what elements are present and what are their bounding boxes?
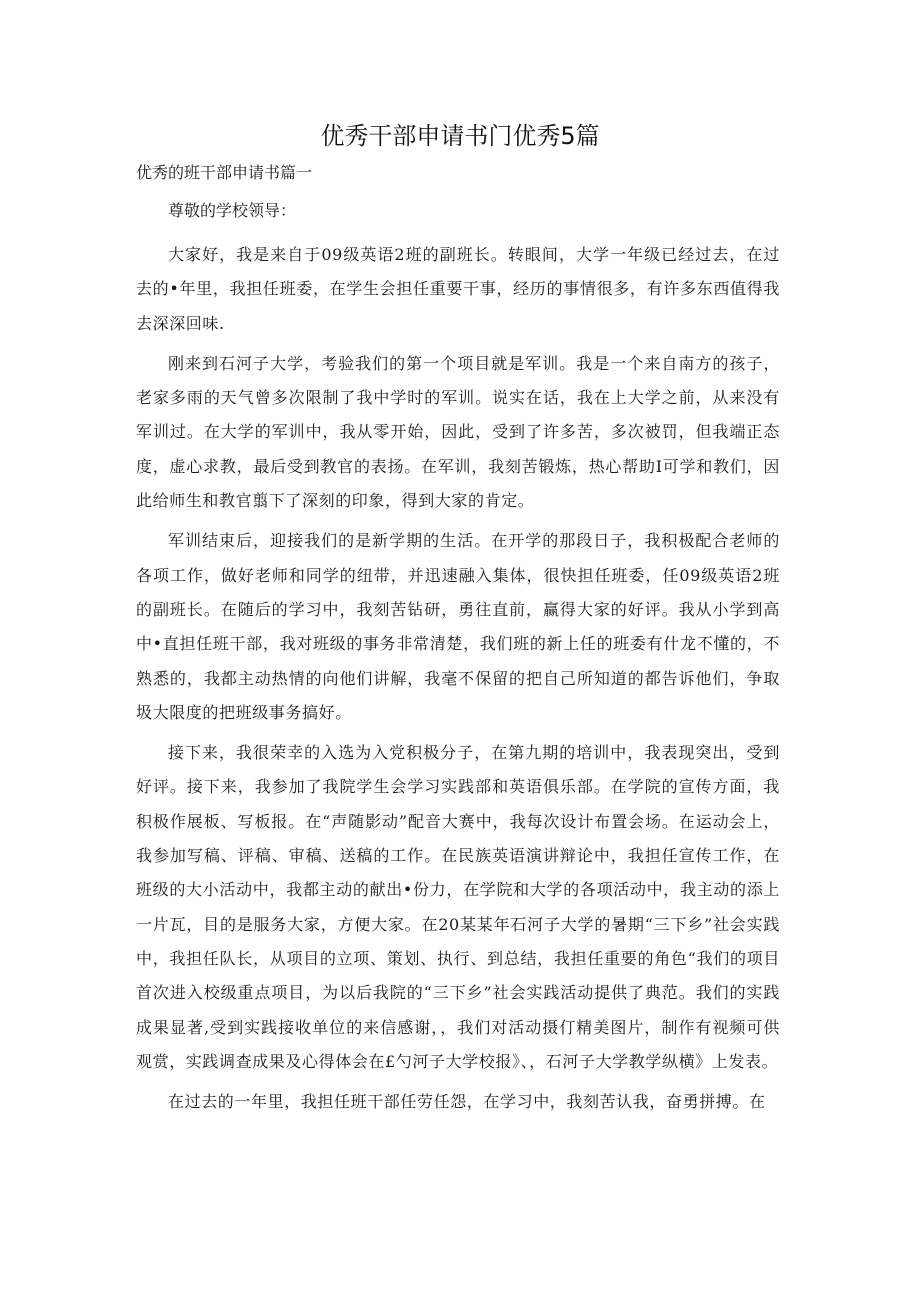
body-paragraph: 刚来到石河子大学，考验我们的第一个项目就是军训。我是一个来自南方的孩子，老家多雨的天气曾多次限制了我中学时的军训。说实在话，我在上大学之前，从来没有军训过。在大学的军训中，我从零开始，因此，受到了许多苦，多次被罚，但我端正态度，虚心求教，最后受到教官的表扬。在军训，我刻苦锻炼，热心帮助I可学和教们，因此给师生和教官翦下了深刻的印象，得到大家的肯定。 bbox=[136, 353, 780, 511]
body-paragraph: 接下来，我很荣幸的入选为入党积极分子，在第九期的培训中，我表现突出，受到好评。接下来，我参加了我院学生会学习实践部和英语俱乐部。在学院的宣传方面，我积极作展板、写板报。在“声随影动”配音大赛中，我每次设计布置会场。在运动会上，我参加写稿、评稿、审稿、送稿的工作。在民族英语演讲辩论中，我担任宣传工作，在班级的大小活动中，我都主动的献出•份力，在学院和大学的各项活动中，我主动的添上一片瓦，目的是服务大家，方便大家。在20某某年石河子大学的暑期“三下乡”社会实践中，我担任队长，从项目的立项、策划、执行、到总结，我担任重要的角色“我们的项目首次进入校级重点项目，为以后我院的“三下乡”社会实践活动提供了典范。我们的实践成果显著,受到实践接收单位的来信感谢，，我们对活动摄仃精美图片，制作有视频可供观赏，实践调查成果及心得体会在£勺河子大学校报》、，石河子大学教学纵横》上发表。 bbox=[136, 743, 780, 1071]
document-body bbox=[136, 160, 780, 1125]
body-paragraph: 军训结束后，迎接我们的是新学期的生活。在开学的那段日子，我积极配合老师的各项工作，做好老师和同学的纽带，并迅速融入集体，很快担任班委，任09级英语2班的副班长。在随后的学习中，我刻苦钻研，勇往直前，赢得大家的好评。我从小学到高中•直担任班干部，我对班级的事务非常清楚，我们班的新上任的班委有什龙不懂的，不熟悉的，我都主动热情的向他们讲解，我毫不保留的把自己所知道的都告诉他们，争取圾大限度的把班级事务搞好。 bbox=[136, 531, 780, 722]
body-paragraph: 在过去的一年里，我担任班干部任劳任怨，在学习中，我刻苦认我，奋勇拼搏。在 bbox=[168, 1092, 766, 1112]
salutation: 尊敬的学校领导： bbox=[168, 201, 297, 220]
document-title: 优秀干部申请书门优秀5篇 bbox=[320, 122, 600, 150]
section-subtitle: 优秀的班干部申请书篇一 bbox=[136, 163, 313, 182]
body-paragraph: 大家好，我是来自于09级英语2班的副班长。转眼间，大学一年级已经过去，在过去的•年里，我担任班委，在学生会担任重要干事，经历的事情很多，有许多东西值得我去深深回味. bbox=[136, 245, 780, 333]
